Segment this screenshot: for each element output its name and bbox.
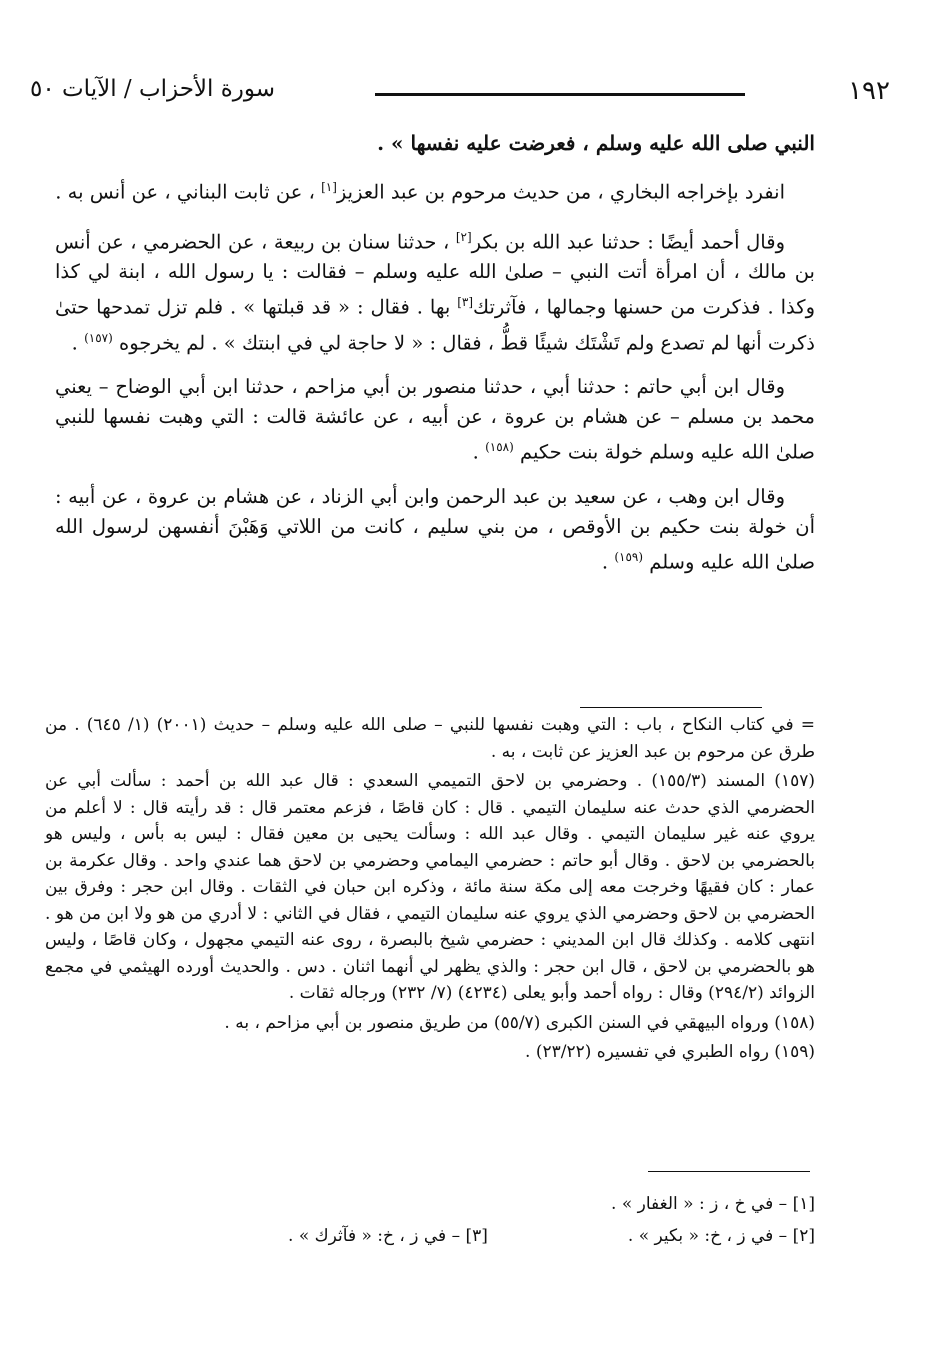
footnote-ref-2: [٢] — [455, 229, 472, 244]
paragraph-2 — [55, 222, 815, 359]
header-rule — [375, 93, 745, 96]
paragraph-3-text: وقال ابن أبي حاتم : حدثنا أبي ، حدثنا منصور بن أبي مزاحم ، حدثنا ابن أبي الوضاح – يعني محمد بن مسلم – عن هشام بن عروة ، عن أبيه ، عن عائشة قالت : التي وهبت نفسها للنبي صلىٰ الله عليه وسلم خولة بنت حكيم — [55, 375, 815, 464]
apparatus-row — [55, 1220, 815, 1252]
text-line-1-content: النبي صلى الله عليه وسلم ، فعرضت عليه نفسها » . — [377, 131, 815, 155]
apparatus-note-3: [٣] – في ز ، خ: « فآثرك » . — [288, 1226, 488, 1246]
footnote-158: (١٥٨) ورواه البيهقي في السنن الكبرى (٥٥/٧) من طريق منصور بن أبي مزاحم ، به . — [224, 1012, 815, 1033]
paragraph-1-text-a: انفرد بإخراجه البخاري ، من حديث مرحوم بن عبد العزيز — [336, 180, 785, 204]
main-text — [55, 128, 815, 591]
apparatus-note-1: [١] – في خ ، ز : « الغفار » . — [611, 1194, 815, 1214]
paragraph-2-end: . — [71, 331, 85, 354]
paragraph-1 — [55, 172, 815, 208]
footnote-ref-3: [٣] — [457, 295, 474, 309]
paragraph-2-text-c: بها . فقال : « قد قبلتها » . فلم تزل تمدحها حتىٰ ذكرت أنها لم تصدع ولم تَشْتَك شيئًا قطُّ ، فقال : « لا حاجة لي في ابنتك » . لم يخرجوه — [55, 295, 815, 354]
paragraph-4 — [55, 482, 815, 578]
page-number: ١٩٢ — [848, 76, 890, 106]
variant-apparatus — [55, 1188, 815, 1252]
paragraph-2-text-a: وقال أحمد أيضًا : حدثنا عبد الله بن بكر — [471, 230, 785, 253]
apparatus-divider — [648, 1171, 810, 1172]
paragraph-3-end: . — [472, 440, 486, 464]
reference-157: (١٥٧) — [84, 330, 113, 345]
paragraph-2-text-b: ، حدثنا سنان بن ربيعة ، عن الحضرمي ، عن أنس بن مالك ، أن امرأة أتت النبي – صلىٰ الله عليه وسلم – فقالت : يا رسول الله ، ابنة لي كذا وكذا . فذكرت من حسنها وجمالها ، فآثرتك — [55, 230, 815, 319]
footnote-ref-1: [١] — [321, 180, 337, 194]
reference-159: (١٥٩) — [614, 549, 644, 564]
text-line-1 — [55, 128, 815, 158]
footnote-157: (١٥٧) المسند (١٥٥/٣) . وحضرمي بن لاحق التميمي السعدي : قال عبد الله بن أحمد : سألت أبي عن الحضرمي الذي حدث عنه سليمان التيمي . قال : كان قاصًا ، فزعم معتمر قال : قد رأيته قال : لا أعلم من يروي عنه غير سليمان التيمي . وقال عبد الله : وسألت يحيى بن معين فقال : ليس به بأس ، وليس هو بالحضرمي بن لاحق . وقال أبو حاتم : حضرمي اليمامي وحضرمي بن لاحق هما عندي واحد . وقال عكرمة بن عمار : كان فقيهًا وخرجت معه إلى مكة سنة مائة ، وذكره ابن حبان في الثقات . وقال ابن حجر : وفرق بين الحضرمي بن لاحق وحضرمي الذي يروي عنه سليمان التيمي ، فقال في الثاني : لا أدري من هو ولا ابن من هو . انتهى كلامه . وكذلك قال ابن المديني : حضرمي شيخ بالبصرة ، روى عنه التيمي مجهول ، وكان قاصًا ، وليس هو بالحضرمي بن لاحق ، قال ابن حجر : والذي يظهر لي أنهما اثنان . دس . والحديث أورده الهيثمي في مجمع الزوائد (٢٩٤/٢) وقال : رواه أحمد وأبو يعلى (٤٢٣٤) (٧/ ٢٣٢) ورجاله ثقات . — [45, 771, 815, 1003]
paragraph-1-text-b: ، عن ثابت البناني ، عن أنس به . — [55, 180, 322, 204]
footnote-divider — [580, 707, 762, 708]
running-title: سورة الأحزاب / الآيات ٥٠ — [30, 76, 276, 102]
footnotes — [45, 712, 815, 1069]
apparatus-note-2: [٢] – في ز ، خ: « بكير » . — [627, 1226, 815, 1246]
page-header — [30, 76, 890, 116]
paragraph-4-end: . — [601, 550, 615, 573]
reference-158: (١٥٨) — [485, 440, 514, 454]
paragraph-4-text: وقال ابن وهب ، عن سعيد بن عبد الرحمن وابن أبي الزناد ، عن هشام بن عروة ، عن أبيه : أن خولة بنت حكيم بن الأوقص ، من بني سليم ، كانت من اللاتي وَهَبْنَ أنفسهن لرسول الله صلىٰ الله عليه وسلم — [55, 484, 815, 573]
footnote-159: (١٥٩) رواه الطبري في تفسيره (٢٣/٢٢) . — [525, 1042, 815, 1062]
paragraph-3 — [55, 372, 815, 468]
footnote-continued: = في كتاب النكاح ، باب : التي وهبت نفسها للنبي – صلى الله عليه وسلم – حديث (٢٠٠١) (١/ ٦٤٥) . من طرق عن مرحوم بن عبد العزيز عن ثابت ، به . — [45, 715, 815, 762]
